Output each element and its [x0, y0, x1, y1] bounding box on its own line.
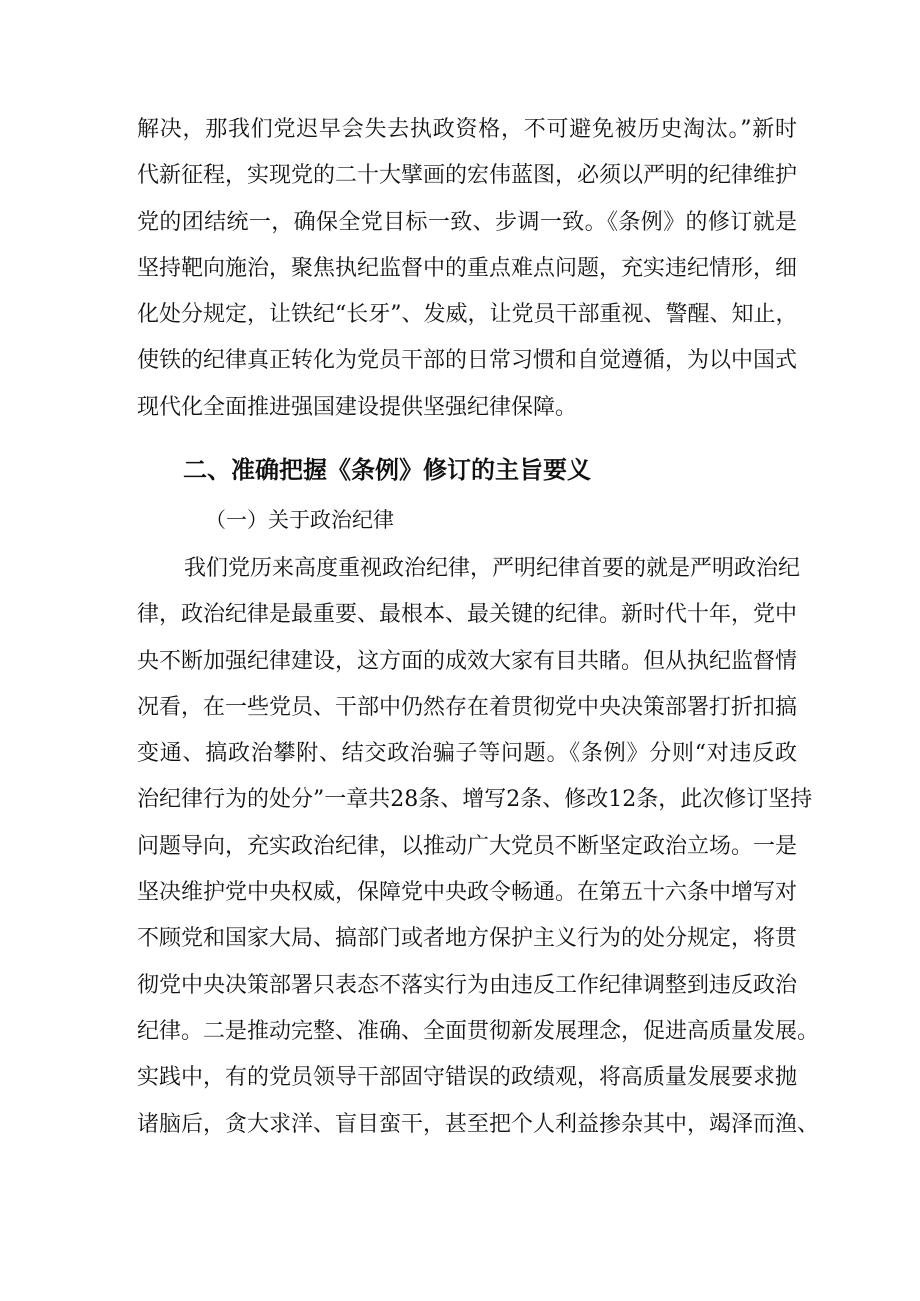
text-line: 坚决维护党中央权威，保障党中央政令畅通。在第五十六条中增写对 [137, 880, 798, 906]
text-line: 不顾党和国家大局、搞部门或者地方保护主义行为的处分规定，将贯 [137, 926, 798, 952]
text-line: 代新征程，实现党的二十大擘画的宏伟蓝图，必须以严明的纪律维护 [137, 163, 798, 189]
subsection-heading: （一）关于政治纪律 [205, 508, 394, 532]
text-line: 治纪律行为的处分”一章共28条、增写2条、修改12条，此次修订坚持 [137, 787, 813, 813]
text-line: 化处分规定，让铁纪“长牙”、发威，让党员干部重视、警醒、知止， [137, 302, 798, 328]
text-line: 律，政治纪律是最重要、最根本、最关键的纪律。新时代十年，党中 [137, 602, 798, 628]
text-line: 实践中，有的党员领导干部固守错误的政绩观，将高质量发展要求抛 [137, 1065, 798, 1091]
text-line: 坚持靶向施治，聚焦执纪监督中的重点难点问题，充实违纪情形，细 [137, 255, 798, 281]
paragraph-2 [137, 546, 820, 1148]
text-line: 彻党中央决策部署只表态不落实行为由违反工作纪律调整到违反政治 [137, 972, 798, 998]
paragraph-1 [137, 107, 797, 431]
text-line: 解决，那我们党迟早会失去执政资格，不可避免被历史淘汰。”新时 [137, 117, 797, 142]
text-line: 我们党历来高度重视政治纪律，严明纪律首要的就是严明政治纪 [184, 556, 801, 581]
text-line: 党的团结统一，确保全党目标一致、步调一致。《条例》的修订就是 [137, 209, 797, 235]
text-line: 问题导向，充实政治纪律，以推动广大党员不断坚定政治立场。一是 [137, 833, 798, 859]
section-heading: 二、准确把握《条例》修订的主旨要义 [183, 456, 591, 484]
text-line: 变通、搞政治攀附、结交政治骗子等问题。《条例》分则“对违反政 [137, 741, 797, 767]
text-line: 现代化全面推进强国建设提供坚强纪律保障。 [137, 394, 578, 420]
text-line: 央不断加强纪律建设，这方面的成效大家有目共睹。但从执纪监督情 [137, 648, 798, 674]
text-line: 使铁的纪律真正转化为党员干部的日常习惯和自觉遵循，为以中国式 [137, 348, 798, 374]
text-line: 诸脑后，贪大求洋、盲目蛮干，甚至把个人利益掺杂其中，竭泽而渔、 [137, 1111, 820, 1137]
text-line: 纪律。二是推动完整、准确、全面贯彻新发展理念，促进高质量发展。 [137, 1018, 820, 1044]
text-line: 况看，在一些党员、干部中仍然存在着贯彻党中央决策部署打折扣搞 [137, 694, 798, 720]
